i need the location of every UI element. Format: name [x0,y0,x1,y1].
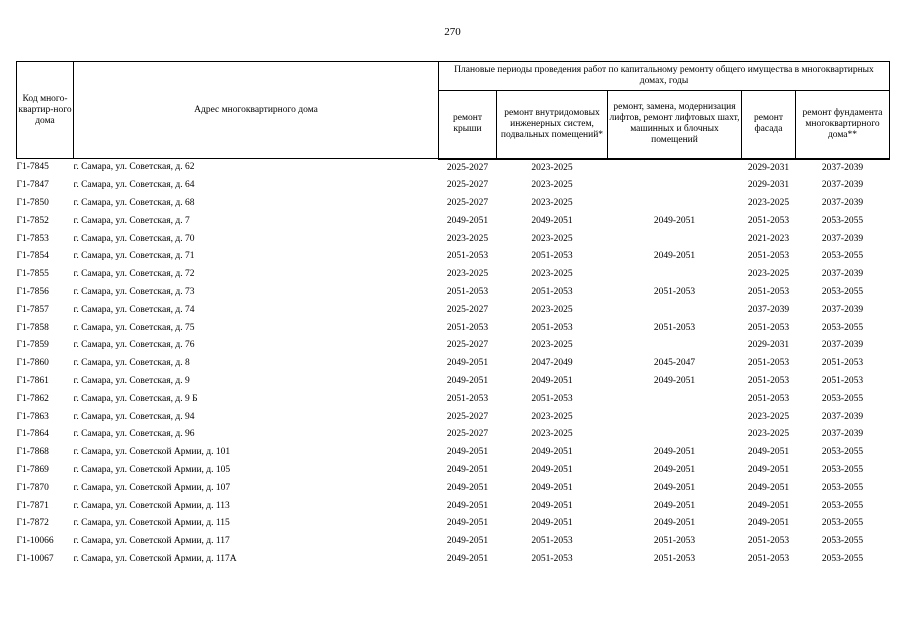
row-lifts: 2051-2053 [653,287,696,298]
row-address: г. Самара, ул. Советская, д. 74 [73,304,195,315]
row-lifts: 2049-2051 [653,518,696,529]
row-address: г. Самара, ул. Советской Армии, д. 105 [73,465,231,476]
row-roof: 2025-2027 [446,180,489,191]
row-systems: 2049-2051 [531,215,573,226]
table-row [17,159,890,178]
row-facade: 2051-2053 [747,322,790,333]
row-systems: 2049-2051 [531,482,573,493]
table-row [17,195,890,213]
row-systems: 2047-2049 [531,358,573,369]
row-lifts: 2045-2047 [653,358,696,369]
row-systems: 2023-2025 [531,269,573,280]
row-roof: 2025-2027 [446,304,489,315]
row-address: г. Самара, ул. Советская, д. 72 [73,269,195,280]
table-row [17,231,890,249]
row-foundation: 2037-2039 [821,340,864,351]
header-lifts: ремонт, замена, модернизация лифтов, ремонт лифтовых шахт, машинных и блочных помещений [608,91,742,159]
table-row [17,444,890,462]
row-roof: 2049-2051 [446,215,489,226]
row-systems: 2023-2025 [531,162,573,173]
row-foundation: 2037-2039 [821,233,864,244]
header-periods-group: Плановые периоды проведения работ по капитальному ремонту общего имущества в многоквартирных домах, годы [439,62,890,91]
table-row [17,551,890,569]
row-lifts: 2049-2051 [653,447,696,458]
row-address: г. Самара, ул. Советская, д. 76 [73,340,195,351]
row-address: г. Самара, ул. Советская, д. 73 [73,287,195,298]
row-roof: 2051-2053 [446,393,489,404]
table-row [17,302,890,320]
table-body [17,159,890,569]
row-systems: 2051-2053 [531,322,573,333]
row-code: Г1-7853 [16,233,49,244]
row-code: Г1-7870 [16,482,49,493]
header-code: Код много-квартир-ного дома [17,62,74,159]
row-lifts [608,159,742,178]
row-lifts: 2049-2051 [653,500,696,511]
row-address: г. Самара, ул. Советская, д. 64 [73,180,195,191]
row-roof: 2051-2053 [446,322,489,333]
row-foundation: 2053-2055 [821,322,864,333]
row-foundation: 2053-2055 [821,536,864,547]
repair-schedule-table [16,61,890,569]
row-code: Г1-7847 [16,180,49,191]
row-facade: 2049-2051 [747,465,790,476]
row-foundation: 2037-2039 [821,304,864,315]
row-roof: 2049-2051 [446,518,489,529]
row-roof: 2049-2051 [446,482,489,493]
header-roof: ремонт крыши [439,91,497,159]
row-address: г. Самара, ул. Советской Армии, д. 107 [73,482,231,493]
row-code: Г1-7861 [16,376,49,387]
row-systems: 2049-2051 [531,447,573,458]
row-systems: 2023-2025 [531,304,573,315]
row-facade: 2051-2053 [747,215,790,226]
row-address: г. Самара, ул. Советская, д. 7 [73,215,190,226]
row-roof: 2049-2051 [446,536,489,547]
table-row [17,177,890,195]
row-lifts: 2049-2051 [653,251,696,262]
row-foundation: 2053-2055 [821,215,864,226]
row-code: Г1-7854 [16,251,49,262]
row-roof: 2049-2051 [446,500,489,511]
row-lifts [608,426,742,444]
row-address: г. Самара, ул. Советской Армии, д. 115 [73,518,230,529]
row-lifts: 2049-2051 [653,215,696,226]
row-facade: 2049-2051 [747,500,790,511]
row-foundation: 2037-2039 [821,162,864,173]
row-code: Г1-7857 [16,304,49,315]
table-row [17,498,890,516]
row-systems: 2049-2051 [531,500,573,511]
row-lifts: 2051-2053 [653,536,696,547]
row-facade: 2023-2025 [747,269,790,280]
row-code: Г1-7862 [16,393,49,404]
row-foundation: 2037-2039 [821,429,864,440]
row-systems: 2023-2025 [531,411,573,422]
header-foundation: ремонт фундамента многоквартирного дома** [796,91,890,159]
row-address: г. Самара, ул. Советская, д. 75 [73,322,195,333]
row-systems: 2049-2051 [531,465,573,476]
row-code: Г1-7860 [16,358,49,369]
table-row [17,462,890,480]
row-systems: 2051-2053 [531,393,573,404]
row-systems: 2051-2053 [531,251,573,262]
row-systems: 2049-2051 [531,376,573,387]
row-facade: 2051-2053 [747,536,790,547]
row-facade: 2051-2053 [747,554,790,565]
row-roof: 2025-2027 [446,162,489,173]
table-header [17,62,890,159]
row-code: Г1-7869 [16,465,49,476]
row-foundation: 2053-2055 [821,554,864,565]
row-systems: 2023-2025 [531,198,573,209]
row-foundation: 2053-2055 [821,393,864,404]
row-code: Г1-7871 [16,500,49,511]
row-facade: 2023-2025 [747,429,790,440]
row-code: Г1-7859 [16,340,49,351]
table-row [17,409,890,427]
row-address: г. Самара, ул. Советская, д. 9 [73,376,190,387]
row-lifts [608,195,742,213]
row-systems: 2051-2053 [531,287,573,298]
row-lifts: 2049-2051 [653,376,696,387]
row-lifts [608,177,742,195]
row-foundation: 2053-2055 [821,500,864,511]
row-lifts: 2049-2051 [653,465,696,476]
row-address: г. Самара, ул. Советской Армии, д. 113 [73,500,230,511]
table-row [17,480,890,498]
row-foundation: 2037-2039 [821,411,864,422]
row-systems: 2023-2025 [531,340,573,351]
row-address: г. Самара, ул. Советская, д. 71 [73,251,195,262]
row-facade: 2023-2025 [747,198,790,209]
row-facade: 2029-2031 [747,180,790,191]
row-address: г. Самара, ул. Советская, д. 96 [73,429,195,440]
row-roof: 2049-2051 [446,358,489,369]
row-lifts: 2049-2051 [653,482,696,493]
row-roof: 2051-2053 [446,251,489,262]
header-facade: ремонт фасада [742,91,796,159]
table-row [17,355,890,373]
row-roof: 2049-2051 [446,465,489,476]
row-lifts: 2051-2053 [653,554,696,565]
row-roof: 2023-2025 [446,233,489,244]
table-row [17,515,890,533]
row-lifts [608,231,742,249]
header-address: Адрес многоквартирного дома [74,62,439,159]
header-systems: ремонт внутридомовых инженерных систем, подвальных помещений* [497,91,608,159]
row-roof: 2023-2025 [446,269,489,280]
row-lifts [608,337,742,355]
table-row [17,337,890,355]
row-address: г. Самара, ул. Советская, д. 68 [73,198,195,209]
row-address: г. Самара, ул. Советской Армии, д. 117А [73,554,237,565]
row-facade: 2029-2031 [747,162,790,173]
row-roof: 2025-2027 [446,198,489,209]
row-systems: 2023-2025 [531,180,573,191]
row-foundation: 2051-2053 [821,376,864,387]
row-lifts [608,302,742,320]
row-code: Г1-7845 [16,162,49,173]
table-row [17,391,890,409]
row-foundation: 2053-2055 [821,447,864,458]
row-lifts [608,266,742,284]
row-facade: 2049-2051 [747,447,790,458]
row-address: г. Самара, ул. Советская, д. 70 [73,233,195,244]
row-foundation: 2037-2039 [821,180,864,191]
table-row [17,248,890,266]
row-roof: 2051-2053 [446,287,489,298]
row-foundation: 2053-2055 [821,482,864,493]
row-facade: 2049-2051 [747,518,790,529]
row-foundation: 2053-2055 [821,465,864,476]
row-facade: 2051-2053 [747,358,790,369]
row-systems: 2049-2051 [531,518,573,529]
table-row [17,266,890,284]
row-systems: 2023-2025 [531,429,573,440]
row-roof: 2025-2027 [446,411,489,422]
row-systems: 2051-2053 [531,554,573,565]
row-facade: 2051-2053 [747,287,790,298]
table-row [17,373,890,391]
row-foundation: 2037-2039 [821,269,864,280]
table-row [17,284,890,302]
row-address: г. Самара, ул. Советской Армии, д. 117 [73,536,230,547]
table-row [17,213,890,231]
row-roof: 2049-2051 [446,554,489,565]
row-code: Г1-7855 [16,269,49,280]
row-facade: 2049-2051 [747,482,790,493]
row-address: г. Самара, ул. Советская, д. 94 [73,411,195,422]
table-row [17,426,890,444]
row-foundation: 2037-2039 [821,198,864,209]
row-address: г. Самара, ул. Советская, д. 62 [73,162,195,173]
row-code: Г1-7852 [16,215,49,226]
row-code: Г1-7868 [16,447,49,458]
row-foundation: 2053-2055 [821,287,864,298]
row-code: Г1-10067 [16,554,54,565]
row-facade: 2051-2053 [747,376,790,387]
row-facade: 2037-2039 [747,304,790,315]
row-roof: 2049-2051 [446,447,489,458]
row-facade: 2021-2023 [747,233,790,244]
row-lifts [608,409,742,427]
row-facade: 2023-2025 [747,411,790,422]
row-code: Г1-7858 [16,322,49,333]
row-address: г. Самара, ул. Советская, д. 9 Б [73,393,198,404]
row-code: Г1-7864 [16,429,49,440]
table-row [17,533,890,551]
row-code: Г1-7863 [16,411,49,422]
row-lifts: 2051-2053 [653,322,696,333]
row-facade: 2029-2031 [747,340,790,351]
row-code: Г1-7872 [16,518,49,529]
row-address: г. Самара, ул. Советская, д. 8 [73,358,190,369]
row-code: Г1-7856 [16,287,49,298]
row-systems: 2051-2053 [531,536,573,547]
row-roof: 2025-2027 [446,340,489,351]
row-foundation: 2053-2055 [821,518,864,529]
page-number: 270 [444,26,461,38]
row-foundation: 2053-2055 [821,251,864,262]
row-code: Г1-7850 [16,198,49,209]
row-address: г. Самара, ул. Советской Армии, д. 101 [73,447,231,458]
row-code: Г1-10066 [16,536,54,547]
row-lifts [608,391,742,409]
row-foundation: 2051-2053 [821,358,864,369]
row-facade: 2051-2053 [747,251,790,262]
row-facade: 2051-2053 [747,393,790,404]
row-systems: 2023-2025 [531,233,573,244]
table-row [17,320,890,338]
row-roof: 2049-2051 [446,376,489,387]
row-roof: 2025-2027 [446,429,489,440]
